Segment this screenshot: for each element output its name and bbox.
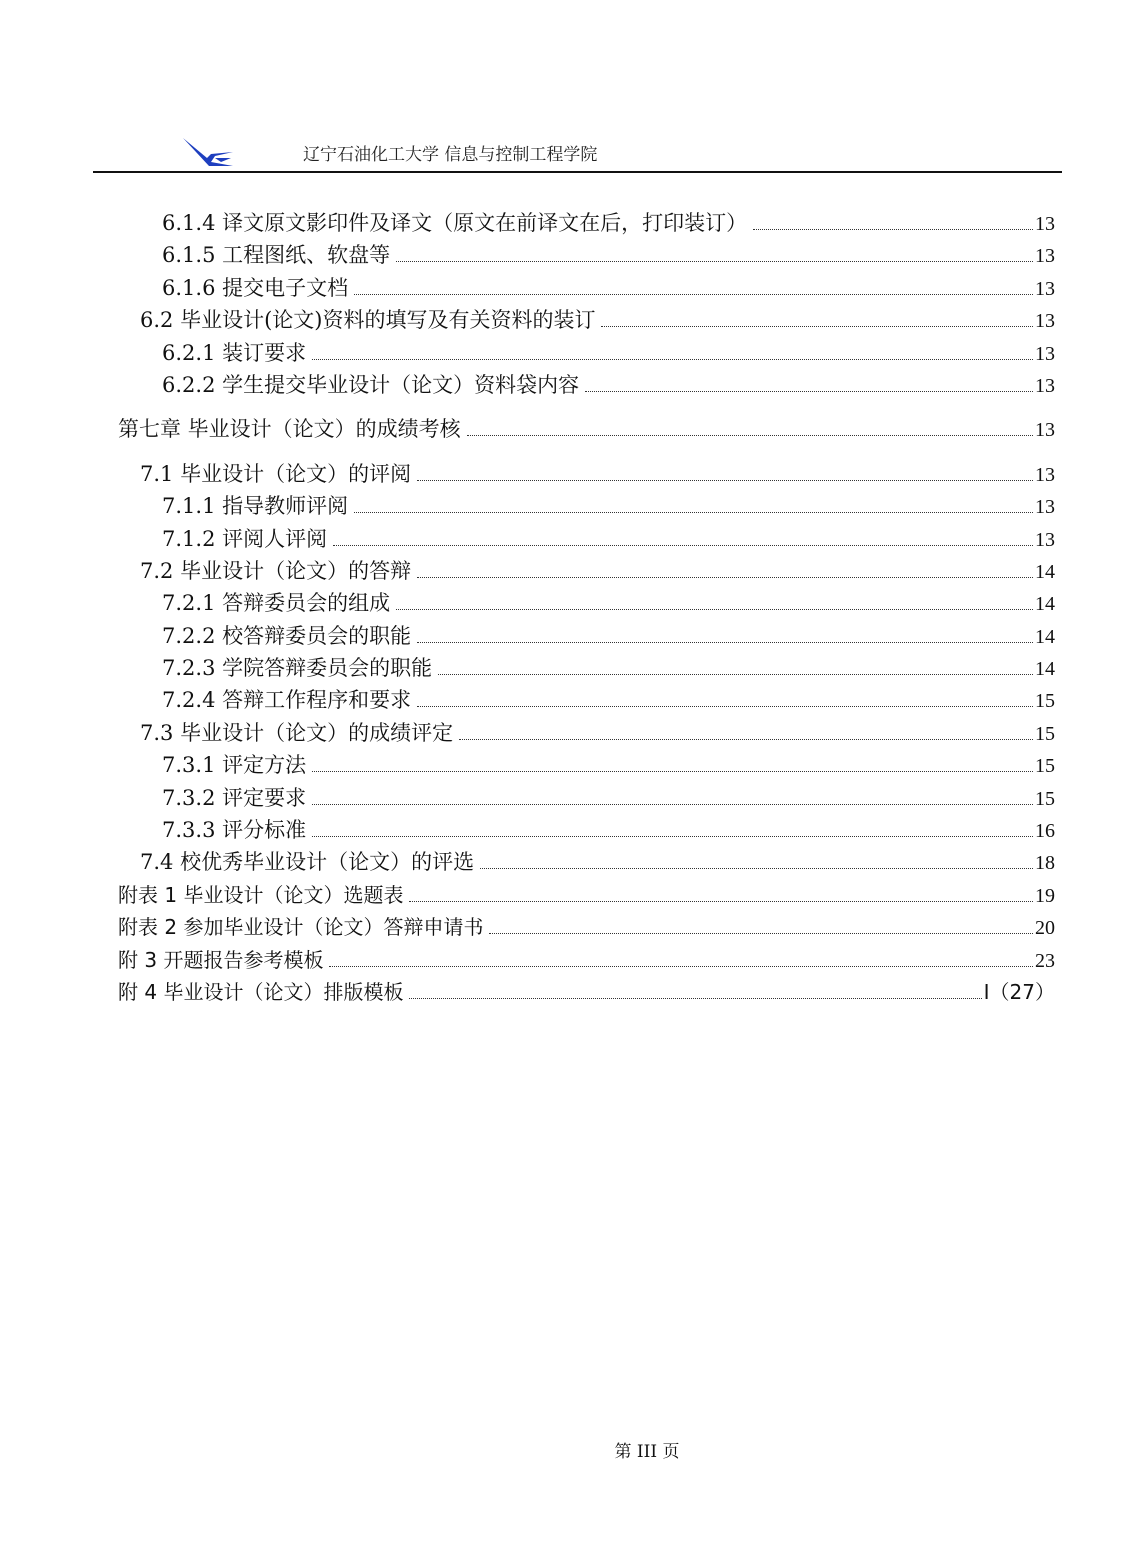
- toc-leader-dots: [333, 545, 1033, 546]
- toc-leader-dots: [409, 901, 1033, 902]
- toc-entry[interactable]: [118, 490, 1055, 522]
- toc-entry-page: 13: [1035, 496, 1055, 519]
- toc-leader-dots: [601, 326, 1033, 327]
- toc-leader-dots: [489, 933, 1033, 934]
- toc-leader-dots: [753, 229, 1033, 230]
- toc-entry-page: 15: [1035, 722, 1055, 745]
- toc-entry-page: 15: [1035, 755, 1055, 778]
- toc-entry-page: 20: [1035, 917, 1055, 940]
- toc-entry[interactable]: [118, 976, 1055, 1008]
- toc-leader-dots: [312, 771, 1033, 772]
- toc-entry-title: 7.3.3 评分标准: [162, 818, 307, 843]
- toc-entry-title: 6.2 毕业设计(论文)资料的填写及有关资料的装订: [140, 308, 596, 333]
- toc-entry[interactable]: [118, 684, 1055, 716]
- toc-leader-dots: [312, 359, 1033, 360]
- toc-entry-title: 7.3 毕业设计（论文）的成绩评定: [140, 720, 454, 745]
- toc-entry-page: 14: [1035, 593, 1055, 616]
- toc-entry[interactable]: [118, 587, 1055, 619]
- toc-leader-dots: [417, 642, 1033, 643]
- toc-entry[interactable]: [118, 620, 1055, 652]
- toc-entry[interactable]: [118, 879, 1055, 911]
- toc-entry-title: 6.1.6 提交电子文档: [162, 275, 349, 300]
- toc-entry-title: 6.1.5 工程图纸、软盘等: [162, 243, 391, 268]
- toc-leader-dots: [417, 577, 1033, 578]
- toc-entry-page: 13: [1035, 342, 1055, 365]
- toc-entry-page: 13: [1035, 419, 1055, 442]
- toc-entry-title: 7.2 毕业设计（论文）的答辩: [140, 558, 412, 583]
- header-institution-text: 辽宁石油化工大学 信息与控制工程学院: [303, 145, 598, 165]
- toc-leader-dots: [409, 998, 981, 999]
- toc-entry[interactable]: [118, 523, 1055, 555]
- toc-leader-dots: [438, 674, 1033, 675]
- toc-entry-title: 7.4 校优秀毕业设计（论文）的评选: [140, 850, 475, 875]
- toc-entry[interactable]: [118, 458, 1055, 490]
- toc-entry[interactable]: [118, 555, 1055, 587]
- toc-entry[interactable]: [118, 239, 1055, 271]
- toc-entry[interactable]: [118, 304, 1055, 336]
- table-of-contents: [118, 207, 1055, 1008]
- toc-leader-dots: [396, 261, 1033, 262]
- toc-entry-title: 附表 2 参加毕业设计（论文）答辩申请书: [118, 915, 484, 940]
- toc-entry-title: 附 3 开题报告参考模板: [118, 947, 324, 972]
- toc-entry[interactable]: [118, 652, 1055, 684]
- toc-leader-dots: [312, 836, 1033, 837]
- toc-entry-title: 附表 1 毕业设计（论文）选题表: [118, 882, 404, 907]
- toc-entry[interactable]: [118, 337, 1055, 369]
- toc-leader-dots: [354, 512, 1033, 513]
- toc-leader-dots: [417, 480, 1033, 481]
- toc-leader-dots: [585, 391, 1033, 392]
- toc-entry-title: 7.2.4 答辩工作程序和要求: [162, 688, 412, 713]
- toc-entry-page: 14: [1035, 658, 1055, 681]
- toc-entry-title: 7.3.2 评定要求: [162, 785, 307, 810]
- toc-leader-dots: [312, 804, 1033, 805]
- toc-entry-title: 7.2.2 校答辩委员会的职能: [162, 623, 412, 648]
- toc-entry[interactable]: [118, 782, 1055, 814]
- toc-entry-title: 6.2.2 学生提交毕业设计（论文）资料袋内容: [162, 372, 580, 397]
- toc-leader-dots: [459, 739, 1033, 740]
- toc-entry-title: 7.1 毕业设计（论文）的评阅: [140, 461, 412, 486]
- toc-entry-page: 13: [1035, 463, 1055, 486]
- toc-entry-page: 16: [1035, 820, 1055, 843]
- page-number: 第 III 页: [614, 1442, 680, 1462]
- toc-entry-page: 13: [1035, 374, 1055, 397]
- header-rule: [93, 171, 1062, 173]
- toc-entry[interactable]: [118, 944, 1055, 976]
- toc-entry[interactable]: [118, 272, 1055, 304]
- toc-entry-title: 6.2.1 装订要求: [162, 340, 307, 365]
- toc-entry-title: 6.1.4 译文原文影印件及译文（原文在前译文在后，打印装订）: [162, 211, 748, 235]
- toc-entry-title: 7.3.1 评定方法: [162, 753, 307, 778]
- toc-entry-page: 15: [1035, 690, 1055, 713]
- toc-entry-page: 23: [1035, 949, 1055, 972]
- toc-entry-page: 13: [1035, 528, 1055, 551]
- toc-entry-page: 14: [1035, 625, 1055, 648]
- toc-entry-page: I（27）: [983, 979, 1055, 1004]
- toc-entry[interactable]: [118, 369, 1055, 401]
- toc-entry[interactable]: [118, 207, 1055, 239]
- toc-entry-page: 18: [1035, 852, 1055, 875]
- toc-entry-title: 附 4 毕业设计（论文）排版模板: [118, 979, 404, 1004]
- toc-entry[interactable]: [118, 846, 1055, 878]
- toc-entry[interactable]: [118, 911, 1055, 943]
- toc-entry-page: 13: [1035, 310, 1055, 333]
- toc-entry[interactable]: [118, 413, 1055, 445]
- toc-leader-dots: [396, 609, 1033, 610]
- toc-leader-dots: [354, 294, 1033, 295]
- toc-entry-page: 13: [1035, 245, 1055, 268]
- toc-entry-title: 7.2.3 学院答辩委员会的职能: [162, 656, 433, 681]
- toc-entry-page: 13: [1035, 277, 1055, 300]
- toc-entry-title: 第七章 毕业设计（论文）的成绩考核: [118, 417, 461, 442]
- toc-entry-page: 15: [1035, 787, 1055, 810]
- toc-entry-page: 14: [1035, 560, 1055, 583]
- toc-leader-dots: [467, 435, 1033, 436]
- toc-entry-page: 13: [1035, 213, 1055, 235]
- toc-entry-title: 7.1.1 指导教师评阅: [162, 494, 349, 519]
- toc-entry-title: 7.2.1 答辩委员会的组成: [162, 591, 391, 616]
- toc-entry-title: 7.1.2 评阅人评阅: [162, 526, 328, 551]
- toc-entry-page: 19: [1035, 884, 1055, 907]
- toc-entry[interactable]: [118, 717, 1055, 749]
- toc-entry[interactable]: [118, 749, 1055, 781]
- toc-leader-dots: [329, 966, 1033, 967]
- toc-leader-dots: [480, 868, 1033, 869]
- university-logo-icon: [181, 136, 239, 170]
- toc-entry[interactable]: [118, 814, 1055, 846]
- toc-leader-dots: [417, 706, 1033, 707]
- page-header: [93, 128, 1062, 173]
